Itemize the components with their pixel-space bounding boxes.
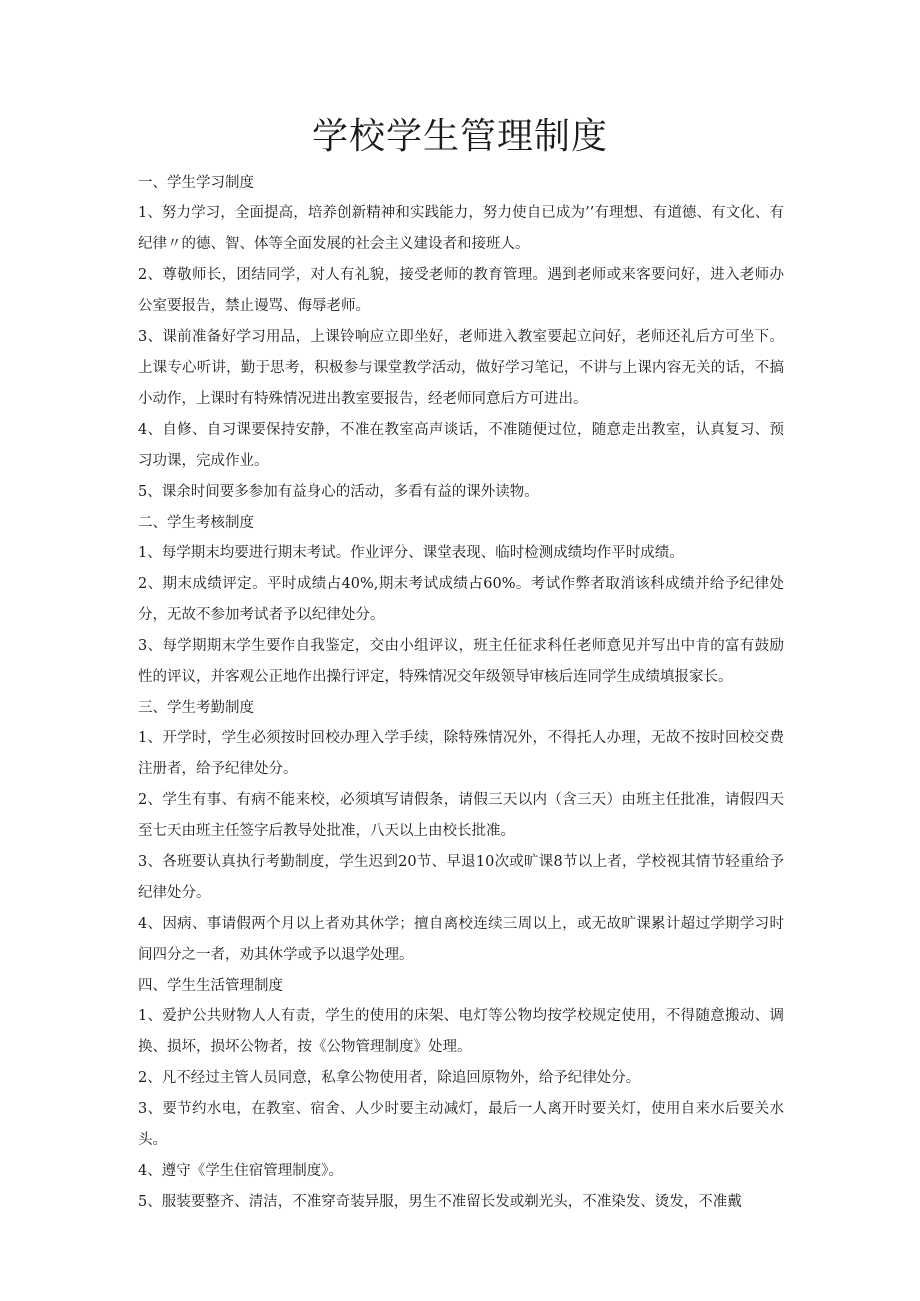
- list-item: 2、学生有事、有病不能来校，必须填写请假条，请假三天以内（含三天）由班主任批准，请假四天至七天由班主任签字后教导处批准，八天以上由校长批准。: [138, 792, 784, 839]
- section-heading: 二、学生考核制度: [138, 515, 254, 531]
- list-item: 4、因病、事请假两个月以上者劝其休学；擅自离校连续三周以上，或无故旷课累计超过学期学习时间四分之一者，劝其休学或予以退学处理。: [138, 916, 784, 963]
- list-item: 3、各班要认真执行考勤制度，学生迟到20节、早退10次或旷课8节以上者，学校视其情节轻重给予纪律处分。: [138, 854, 784, 901]
- list-item: 3、课前准备好学习用品，上课铃响应立即坐好，老师进入教室要起立问好，老师还礼后方可坐下。上课专心听讲，勤于思考，积极参与课堂教学活动，做好学习笔记，不讲与上课内容无关的话，不搞小动作，上课时有特殊情况进出教室要报告，经老师同意后方可进出。: [138, 329, 784, 407]
- section-heading: 四、学生生活管理制度: [138, 978, 283, 994]
- page-title: 学校学生管理制度: [311, 116, 608, 157]
- list-item: 1、每学期末均要进行期末考试。作业评分、课堂表现、临时检测成绩均作平时成绩。: [138, 545, 684, 561]
- list-item: 4、遵守《学生住宿管理制度》。: [138, 1163, 343, 1179]
- list-item: 5、课余时间要多参加有益身心的活动，多看有益的课外读物。: [138, 484, 539, 500]
- list-item: 3、每学期期末学生要作自我鉴定，交由小组评议，班主任征求科任老师意见并写出中肯的富有鼓励性的评议，并客观公正地作出操行评定，特殊情况交年级领导审核后连同学生成绩填报家长。: [138, 638, 784, 685]
- list-item: 1、努力学习，全面提高，培养创新精神和实践能力，努力使自已成为’’有理想、有道德、有文化、有纪律〃的德、智、体等全面发展的社会主义建设者和接班人。: [138, 205, 784, 252]
- section-heading: 一、学生学习制度: [138, 175, 254, 191]
- list-item: 5、服装要整齐、清洁，不准穿奇装异服，男生不准留长发或剃光头，不准染发、烫发，不准戴: [138, 1194, 742, 1210]
- list-item: 2、凡不经过主管人员同意，私拿公物使用者，除追回原物外，给予纪律处分。: [138, 1070, 641, 1086]
- section-heading: 三、学生考勤制度: [138, 700, 254, 716]
- document-body: [138, 168, 784, 1218]
- list-item: 2、尊敬师长，团结同学，对人有礼貌，接受老师的教育管理。遇到老师或来客要问好，进入老师办公室要报告，禁止谩骂、侮辱老师。: [138, 267, 784, 314]
- list-item: 1、爱护公共财物人人有责，学生的使用的床架、电灯等公物均按学校规定使用，不得随意搬动、调换、损坏，损坏公物者，按《公物管理制度》处理。: [138, 1008, 784, 1055]
- list-item: 1、开学时，学生必须按时回校办理入学手续，除特殊情况外，不得托人办理，无故不按时回校交费注册者，给予纪律处分。: [138, 730, 784, 777]
- list-item: 4、自修、自习课要保持安静，不准在教室高声谈话，不准随便过位，随意走出教室，认真复习、预习功课，完成作业。: [138, 422, 784, 469]
- list-item: 3、要节约水电，在教室、宿舍、人少时要主动减灯，最后一人离开时要关灯，使用自来水后要关水头。: [138, 1101, 784, 1148]
- list-item: 2、期末成绩评定。平时成绩占40%,期末考试成绩占60%。考试作弊者取消该科成绩并给予纪律处分，无故不参加考试者予以纪律处分。: [138, 576, 784, 623]
